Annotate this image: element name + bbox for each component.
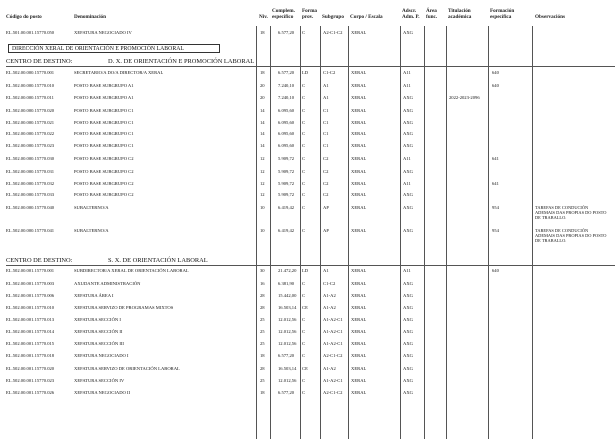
cell-adscr: AXG [403,317,413,322]
cell-niv: 12 [260,181,265,186]
table-row [0,205,615,220]
cell-forma: C [302,131,306,136]
cell-comp: 6.381,90 [278,281,295,286]
cell-sub: C2 [323,169,329,174]
cell-comp: 6.577,20 [278,70,295,75]
row-separator [6,265,615,266]
cell-niv: 20 [260,95,265,100]
cell-adscr: AXG [403,30,413,35]
table-row [0,305,615,314]
cell-codigo: EL.502.00.001.15770.015 [6,341,55,346]
cell-adscr: A11 [403,181,411,186]
cell-denom: SUBALTERNO/A [74,205,109,210]
table-row [0,156,615,165]
cell-sub: A1-A2 [323,366,336,371]
cell-sub: C2 [323,192,329,197]
header-area-1: Área [426,8,437,14]
centro-destino-name: S. X. DE ORIENTACIÓN LABORAL [108,257,208,264]
cell-forma: C [302,228,306,233]
cell-corpo: XERAL [351,317,367,322]
cell-adscr: AXG [403,305,413,310]
cell-codigo: EL.502.00.001.15770.003 [6,281,55,286]
table-row [0,131,615,140]
cell-forma: C [302,192,306,197]
cell-forma: C [302,95,306,100]
cell-comp: 6.419,42 [278,228,295,233]
cell-adscr: AXG [403,192,413,197]
cell-forma: C [302,378,306,383]
cell-denom: POSTO BASE SUBGRUPO C1 [74,131,134,136]
header-forma-1: Forma [302,8,317,14]
cell-comp: 5.909,72 [278,156,295,161]
table-row [0,317,615,326]
header-complemento-2: específico [272,14,294,20]
cell-denom: XEFATURA ÁREA I [74,293,114,298]
cell-forma: C [302,108,306,113]
cell-comp: 6.419,42 [278,205,295,210]
cell-corpo: XERAL [351,95,367,100]
cell-adscr: AXG [403,293,413,298]
cell-denom: POSTO BASE SUBGRUPO A1 [74,83,134,88]
cell-niv: 14 [260,143,265,148]
cell-sub: A1 [323,95,329,100]
cell-corpo: XERAL [351,108,367,113]
cell-comp: 6.577,20 [278,390,295,395]
cell-sub: A1-A2 [323,293,336,298]
cell-sub: AP [323,228,329,233]
header-observacions: Observacións [535,14,565,20]
cell-forma: CE [302,305,308,310]
cell-denom: SUBALTERNO/A [74,228,109,233]
cell-adscr: AXG [403,228,413,233]
header-denominacion: Denominación [74,14,106,20]
cell-adscr: AXG [403,169,413,174]
cell-corpo: XERAL [351,228,367,233]
cell-forma: C [302,83,306,88]
cell-denom: POSTO BASE SUBGRUPO C1 [74,143,134,148]
cell-form: 640 [492,70,499,75]
cell-comp: 6.095,60 [278,143,295,148]
cell-niv: 10 [260,205,265,210]
row-separator [6,66,615,67]
cell-corpo: XERAL [351,205,367,210]
cell-denom: POSTO BASE SUBGRUPO C2 [74,192,134,197]
cell-comp: 5.909,72 [278,181,295,186]
cell-sub: C1 [323,108,329,113]
table-row [0,95,615,104]
cell-denom: XEFATURA SERVIZO DE ORIENTACIÓN LABORAL [74,366,180,371]
cell-sub: A1-A2-C1 [323,317,343,322]
cell-niv: 12 [260,156,265,161]
cell-forma: C [302,30,306,35]
cell-sub: A2-C1-C2 [323,390,343,395]
cell-codigo: EL.502.00.000.15770.010 [6,83,55,88]
centro-destino-label: CENTRO DE DESTINO: [6,257,73,264]
header-area-2: func. [426,14,438,20]
cell-denom: XEFATURA NEGOCIADO I [74,353,129,358]
cell-forma: C [302,390,306,395]
cell-comp: 16.503,14 [278,366,297,371]
cell-sub: A2-C1-C2 [323,353,343,358]
cell-corpo: XERAL [351,143,367,148]
cell-codigo: EL.502.00.000.15770.021 [6,120,55,125]
cell-denom: POSTO BASE SUBGRUPO C1 [74,108,134,113]
table-row [0,108,615,117]
cell-sub: A1 [323,268,329,273]
cell-adscr: AXG [403,329,413,334]
cell-niv: 16 [260,281,265,286]
cell-forma: C [302,169,306,174]
cell-sub: C2 [323,156,329,161]
cell-comp: 6.095,60 [278,131,295,136]
cell-codigo: EL.502.00.001.15770.026 [6,390,55,395]
cell-forma: C [302,156,306,161]
cell-adscr: AXG [403,353,413,358]
cell-niv: 14 [260,120,265,125]
cell-comp: 7.240,10 [278,83,295,88]
cell-adscr: A11 [403,268,411,273]
cell-codigo: EL.502.00.000.15770.011 [6,95,54,100]
cell-corpo: XERAL [351,268,367,273]
cell-adscr: A11 [403,83,411,88]
cell-forma: C [302,353,306,358]
table-row [0,268,615,277]
table-row [0,83,615,92]
cell-forma: CE [302,366,308,371]
header-complemento-1: Complem. [272,8,295,14]
cell-form: 640 [492,83,499,88]
cell-niv: 18 [260,390,265,395]
header-titulacion-2: académica [448,14,472,20]
cell-codigo: EL.502.00.001.15770.013 [6,317,55,322]
cell-complemento: 6.577,20 [278,30,295,35]
cell-adscr: A11 [403,70,411,75]
cell-niv: 10 [260,228,265,233]
table-row [0,366,615,375]
cell-sub: A1-A2-C1 [323,329,343,334]
cell-adscr: AXG [403,366,413,371]
cell-corpo: XERAL [351,192,367,197]
cell-observacions: TAREFAS DE CONDUCIÓN ADEMAIS DAS PROPIAS DO POSTO DE TRABALLO. [535,205,607,220]
header-formacion-2: específica [490,14,512,20]
cell-niv: 25 [260,329,265,334]
cell-form: 641 [492,181,499,186]
cell-corpo: XERAL [351,169,367,174]
table-row [0,353,615,362]
cell-codigo: EL.502.00.001.15770.014 [6,329,55,334]
cell-niv: 14 [260,108,265,113]
table-row [0,192,615,201]
table-row [0,169,615,178]
cell-denom: SECRETARIO/A DO/A DIRECTOR/A XERAL [74,70,164,75]
cell-form: 954 [492,205,499,210]
cell-codigo: EL.502.00.001.15770.020 [6,366,55,371]
cell-corpo: XERAL [351,341,367,346]
cell-adscr: AXG [403,120,413,125]
cell-codigo: EL.502.00.000.15770.023 [6,143,55,148]
cell-niv: 28 [260,293,265,298]
cell-codigo: EL.502.00.001.15770.006 [6,293,55,298]
cell-codigo: EL.502.00.000.15770.031 [6,169,55,174]
cell-adscr: AXG [403,281,413,286]
cell-denom: POSTO BASE SUBGRUPO C2 [74,169,134,174]
cell-codigo: EL.502.00.000.15770.022 [6,131,55,136]
cell-forma: C [302,293,306,298]
table-row [0,70,615,79]
cell-niv: 14 [260,131,265,136]
cell-denom: POSTO BASE SUBGRUPO C2 [74,156,134,161]
cell-adscr: AXG [403,108,413,113]
cell-denom: POSTO BASE SUBGRUPO C2 [74,181,134,186]
cell-corpo: XERAL [351,70,367,75]
cell-adscr: AXG [403,131,413,136]
cell-form: 641 [492,156,499,161]
cell-comp: 6.095,60 [278,120,295,125]
cell-sub: C1 [323,131,329,136]
cell-corpo: XERAL [351,156,367,161]
cell-comp: 5.909,72 [278,192,295,197]
table-row [0,378,615,387]
cell-forma: C [302,143,306,148]
cell-observacions: TAREFAS DE CONDUCIÓN ADEMAIS DAS PROPIAS DO POSTO DE TRABALLO. [535,228,607,243]
cell-sub: C1 [323,120,329,125]
cell-codigo: EL.502.00.001.15770.001 [6,268,55,273]
cell-niv: 25 [260,317,265,322]
cell-niv: 12 [260,192,265,197]
table-row [0,329,615,338]
cell-codigo: EL.502.00.000.15770.020 [6,108,55,113]
cell-denom: XEFATURA SECCIÓN III [74,341,124,346]
header-subgrupo: Subgrupo [322,14,344,20]
cell-niv: 12 [260,169,265,174]
header-codigo: Código do posto [6,14,42,20]
cell-niv: 18 [260,353,265,358]
cell-adscr: AXG [403,390,413,395]
cell-adscr: AXG [403,378,413,383]
cell-niv: 28 [260,366,265,371]
cell-codigo: EL.501.00.001.15770.050 [6,30,55,35]
cell-codigo: EL.502.00.001.15770.018 [6,353,55,358]
table-row [0,281,615,290]
cell-corpo: XERAL [351,378,367,383]
table-row [0,30,615,39]
cell-tit: 2022-2023-2096 [449,95,480,100]
table-row [0,143,615,152]
cell-adscr: AXG [403,341,413,346]
cell-comp: 21.472,20 [278,268,297,273]
cell-sub: C2 [323,181,329,186]
cell-sub: AP [323,205,329,210]
cell-niv: 30 [260,268,265,273]
cell-adscr: AXG [403,143,413,148]
cell-codigo: EL.502.00.000.15770.032 [6,181,55,186]
cell-denom: XEFATURA SECCIÓN II [74,329,123,334]
cell-codigo: EL.502.00.000.15770.030 [6,156,55,161]
cell-corpo: XERAL [351,366,367,371]
cell-comp: 12.012,56 [278,317,297,322]
cell-corpo: XERAL [351,293,367,298]
cell-adscr: AXG [403,205,413,210]
cell-codigo: EL.502.00.000.15770.041 [6,228,55,233]
cell-denom: POSTO BASE SUBGRUPO C1 [74,120,134,125]
cell-corpo: XERAL [351,131,367,136]
cell-denom: AXUDANTE ADMINISTRACIÓN [74,281,141,286]
cell-corpo: XERAL [351,329,367,334]
header-adscr-1: Adscr. [402,8,417,14]
table-row [0,390,615,399]
table-row [0,293,615,302]
cell-forma: LD [302,268,309,273]
cell-comp: 7.240,10 [278,95,295,100]
cell-comp: 6.577,20 [278,353,295,358]
cell-corpo: XERAL [351,305,367,310]
cell-niv: 28 [260,305,265,310]
cell-denom: SUBDIRECTOR/A XERAL DE ORIENTACIÓN LABORAL [74,268,189,273]
cell-denom: POSTO BASE SUBGRUPO A1 [74,95,134,100]
table-row [0,120,615,129]
cell-adscr: AXG [403,95,413,100]
cell-nivel: 18 [260,30,265,35]
centro-destino-name: D. X. DE ORIENTACIÓN E PROMOCIÓN LABORAL [108,58,255,65]
cell-form: 954 [492,228,499,233]
cell-comp: 12.012,56 [278,329,297,334]
cell-codigo: EL.502.00.001.15770.023 [6,378,55,383]
cell-comp: 15.442,00 [278,293,297,298]
cell-forma: C [302,329,306,334]
cell-comp: 12.012,56 [278,378,297,383]
cell-corpo: XERAL [351,281,367,286]
header-forma-2: prov. [302,14,314,20]
cell-corpo: XERAL [351,30,367,35]
cell-sub: A1-A2-C1 [323,378,343,383]
table-row [0,228,615,243]
cell-corpo: XERAL [351,83,367,88]
cell-forma: C [302,317,306,322]
cell-forma: C [302,205,306,210]
cell-comp: 5.909,72 [278,169,295,174]
cell-sub: A1-A2-C1 [323,341,343,346]
cell-denominacion: XEFATURA NEGOCIADO IV [74,30,132,35]
header-titulacion-1: Titulación [448,8,471,14]
cell-denom: XEFATURA SECCIÓN I [74,317,121,322]
cell-comp: 16.503,14 [278,305,297,310]
cell-sub: A1 [323,83,329,88]
table-row [0,181,615,190]
cell-form: 640 [492,268,499,273]
cell-sub: C1 [323,143,329,148]
cell-adscr: A11 [403,156,411,161]
cell-denom: XEFATURA NEGOCIADO II [74,390,131,395]
cell-niv: 20 [260,83,265,88]
cell-corpo: XERAL [351,353,367,358]
cell-codigo: EL.502.00.000.15770.001 [6,70,55,75]
cell-codigo: EL.502.00.000.15770.033 [6,192,55,197]
cell-forma: C [302,341,306,346]
cell-niv: 25 [260,341,265,346]
cell-niv: 18 [260,70,265,75]
cell-corpo: XERAL [351,390,367,395]
header-nivel: Niv. [259,14,268,20]
cell-comp: 12.012,56 [278,341,297,346]
cell-codigo: EL.502.00.000.15770.040 [6,205,55,210]
cell-sub: A1-A2 [323,305,336,310]
header-formacion-1: Formación [490,8,515,14]
cell-corpo: XERAL [351,120,367,125]
header-corpo: Corpo / Escala [350,14,383,20]
cell-forma: LD [302,70,309,75]
section-title: DIRECCIÓN XERAL DE ORIENTACIÓN E PROMOCIÓN LABORAL [8,44,220,53]
cell-codigo: EL.502.00.001.15770.010 [6,305,55,310]
centro-destino-label: CENTRO DE DESTINO: [6,58,73,65]
cell-corpo: XERAL [351,181,367,186]
cell-sub: C1-C2 [323,70,336,75]
cell-comp: 6.095,60 [278,108,295,113]
cell-sub: C1-C2 [323,281,336,286]
table-row [0,341,615,350]
cell-forma: C [302,120,306,125]
header-adscr-2: Adm. P. [402,14,420,20]
cell-denom: XEFATURA SECCIÓN IV [74,378,125,383]
cell-denom: XEFATURA SERVIZO DE PROGRAMAS MIXTOS [74,305,174,310]
cell-forma: C [302,181,306,186]
cell-forma: C [302,281,306,286]
cell-niv: 25 [260,378,265,383]
cell-subgrupo: A2-C1-C2 [323,30,343,35]
